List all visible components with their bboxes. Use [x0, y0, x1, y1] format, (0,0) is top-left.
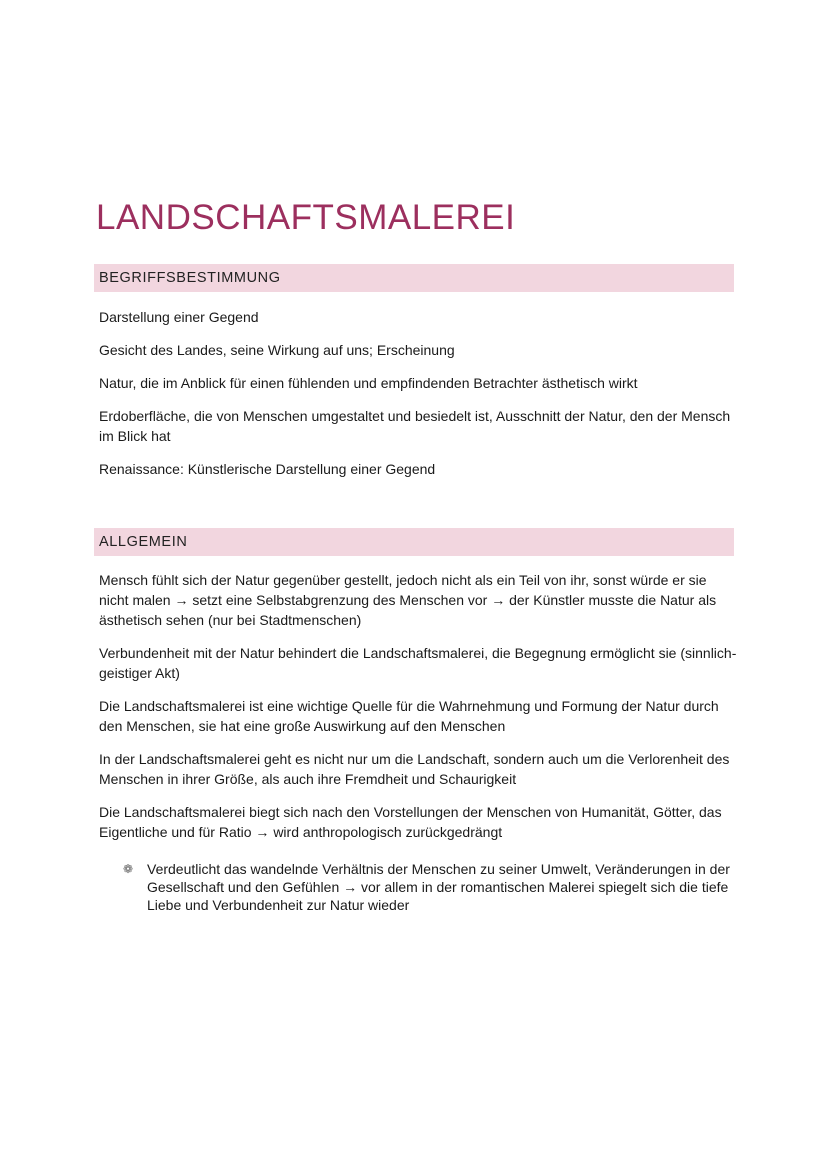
section-heading-allgemein: ALLGEMEIN — [94, 528, 734, 556]
paragraph: Natur, die im Anblick für einen fühlenden und empfindenden Betrachter ästhetisch wirkt — [99, 375, 638, 391]
bullet-item — [99, 860, 739, 914]
section-body-allgemein — [99, 570, 739, 914]
paragraph: Darstellung einer Gegend — [99, 309, 259, 325]
page-title: LANDSCHAFTSMALEREI — [96, 198, 516, 237]
section-body-begriffsbestimmung — [99, 307, 739, 492]
paragraph: Mensch fühlt sich der Natur gegenüber gestellt, jedoch nicht als ein Teil von ihr, sonst würde er sie nicht malen → setzt eine Selbstabgrenzung des Menschen vor → der Künstler musste die Natur als ästhetisch sehen (nur bei Stadtmenschen) — [99, 572, 717, 628]
paragraph: In der Landschaftsmalerei geht es nicht nur um die Landschaft, sondern auch um die Verlorenheit des Menschen in ihrer Größe, als auch ihre Fremdheit und Schaurigkeit — [99, 751, 730, 787]
paragraph: Renaissance: Künstlerische Darstellung einer Gegend — [99, 461, 436, 477]
bullet-text: Verdeutlicht das wandelnde Verhältnis der Menschen zu seiner Umwelt, Veränderungen in der Gesellschaft und den Gefühlen → vor allem in der romantischen Malerei spiegelt sich die tiefe Liebe und Verbundenheit zur Natur wieder — [147, 861, 730, 913]
flower-bullet-icon: ❁ — [123, 862, 134, 876]
paragraph: Erdoberfläche, die von Menschen umgestaltet und besiedelt ist, Ausschnitt der Natur, den der Mensch im Blick hat — [99, 408, 731, 444]
paragraph: Die Landschaftsmalerei ist eine wichtige Quelle für die Wahrnehmung und Formung der Natur durch den Menschen, sie hat eine große Auswirkung auf den Menschen — [99, 698, 719, 734]
paragraph: Die Landschaftsmalerei biegt sich nach den Vorstellungen der Menschen von Humanität, Götter, das Eigentliche und für Ratio → wird anthropologisch zurückgedrängt — [99, 804, 722, 840]
paragraph: Gesicht des Landes, seine Wirkung auf uns; Erscheinung — [99, 342, 455, 358]
paragraph: Verbundenheit mit der Natur behindert die Landschaftsmalerei, die Begegnung ermöglicht sie (sinnlich-geistiger Akt) — [99, 645, 737, 681]
section-heading-begriffsbestimmung: BEGRIFFSBESTIMMUNG — [94, 264, 734, 292]
